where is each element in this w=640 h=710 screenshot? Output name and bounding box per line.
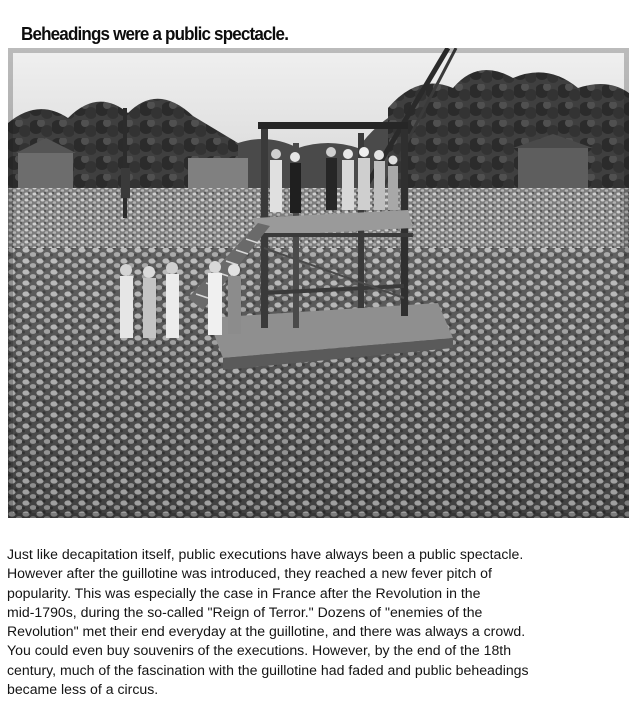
crowd-execution-illustration xyxy=(8,48,629,518)
article-body: Just like decapitation itself, public executions have always been a public spectacle. However after the guillotine was introduced, they reached a new fever pitch of popularity. This was especially the case in France after the Revolution in the mid-1790s, during the so-called "Reign of Terror." Dozens of "enemies of the Revolution" met their end everyday at the guillotine, and there was always a crowd. You could even buy souvenirs of the executions. However, by the end of the 18th century, much of the fascination with the guillotine had faded and public beheadings became less of a circus. xyxy=(7,546,529,698)
crowd-execution-photo xyxy=(8,48,629,518)
page-title: Beheadings were a public spectacle. xyxy=(21,23,289,44)
